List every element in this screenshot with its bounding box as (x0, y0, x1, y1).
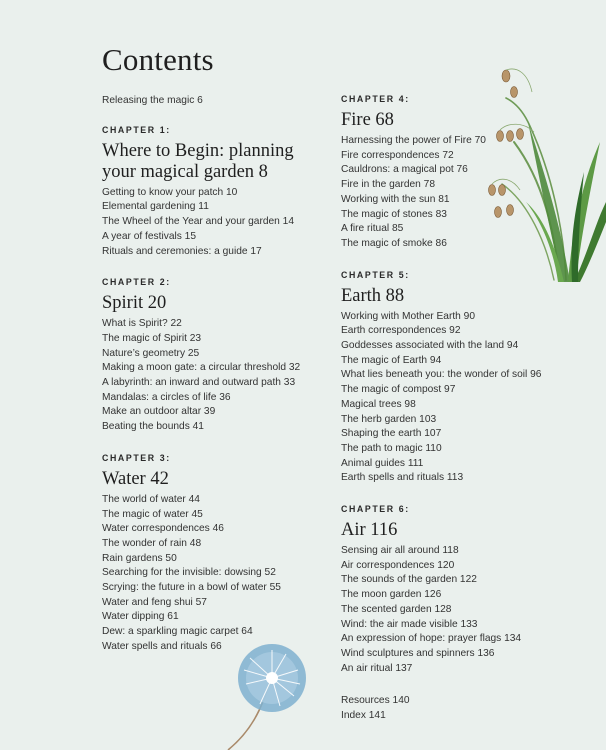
toc-entry: Scrying: the future in a bowl of water 55 (102, 582, 281, 594)
toc-entry: Wind: the air made visible 133 (341, 618, 478, 630)
toc-entry: Beating the bounds 41 (102, 421, 204, 433)
chapter-4-title: Fire 68 (341, 110, 394, 130)
chapter-1-title: Where to Begin: planning your magical garden 8 (102, 140, 294, 182)
chapter-5-entries (341, 310, 571, 486)
toc-entry: Water dipping 61 (102, 611, 179, 623)
toc-entry: Getting to know your patch 10 (102, 186, 238, 198)
toc-entry: Cauldrons: a magical pot 76 (341, 164, 468, 176)
toc-entry: Rain gardens 50 (102, 552, 177, 564)
chapter-1-label: CHAPTER 1: (102, 124, 171, 135)
toc-entry: The magic of smoke 86 (341, 237, 447, 249)
toc-entry: Mandalas: a circles of life 36 (102, 391, 231, 403)
toc-entry: An expression of hope: prayer flags 134 (341, 633, 522, 645)
index-entry: Index 141 (341, 710, 386, 722)
toc-entry: Working with the sun 81 (341, 193, 450, 205)
intro-entry: Releasing the magic 6 (102, 95, 203, 106)
toc-entry: The scented garden 128 (341, 603, 452, 615)
toc-entry: Air correspondences 120 (341, 559, 455, 571)
chapter-3-title: Water 42 (102, 468, 169, 489)
toc-entry: Rituals and ceremonies: a guide 17 (102, 245, 262, 257)
chapter-1-entries (102, 186, 330, 260)
chapter-6-entries (341, 544, 571, 676)
snake-head-fritillary-icon (488, 62, 606, 284)
toc-entry: An air ritual 137 (341, 662, 413, 674)
toc-entry: The magic of Spirit 23 (102, 332, 202, 344)
resources-entry: Resources 140 (341, 695, 410, 707)
chapter-2-label: CHAPTER 2: (102, 277, 171, 288)
chapter-5-title: Earth 88 (341, 285, 405, 306)
toc-entry: The sounds of the garden 122 (341, 574, 477, 586)
toc-entry: The wonder of rain 48 (102, 537, 202, 549)
toc-entry: Working with Mother Earth 90 (341, 310, 476, 322)
toc-entry: The world of water 44 (102, 493, 200, 505)
toc-entry: The Wheel of the Year and your garden 14 (102, 216, 294, 228)
toc-entry: Shaping the earth 107 (341, 428, 442, 440)
toc-entry: Elemental gardening 11 (102, 201, 209, 213)
toc-entry: Fire in the garden 78 (341, 179, 436, 191)
chapter-2-entries (102, 317, 330, 435)
toc-entry: The magic of stones 83 (341, 208, 447, 220)
toc-entry: What is Spirit? 22 (102, 318, 182, 330)
toc-entry: Dew: a sparkling magic carpet 64 (102, 626, 253, 638)
dandelion-seedhead-icon (220, 640, 320, 750)
chapter-6-label: CHAPTER 6: (341, 504, 410, 515)
toc-entry: The moon garden 126 (341, 589, 442, 601)
toc-entry: Animal guides 111 (341, 457, 424, 469)
chapter-5-label: CHAPTER 5: (341, 269, 410, 280)
toc-entry: What lies beneath you: the wonder of soil 96 (341, 369, 542, 381)
toc-entry: Water spells and rituals 66 (102, 640, 222, 652)
chapter-2-title: Spirit 20 (102, 293, 167, 314)
toc-entry: Nature’s geometry 25 (102, 347, 200, 359)
toc-entry: A fire ritual 85 (341, 223, 404, 235)
toc-entry: Goddesses associated with the land 94 (341, 340, 519, 352)
toc-entry: Harnessing the power of Fire 70 (341, 135, 486, 146)
toc-entry: The herb garden 103 (341, 413, 437, 425)
chapter-3-label: CHAPTER 3: (102, 452, 171, 463)
left-column (102, 94, 330, 655)
toc-entry: Make an outdoor altar 39 (102, 406, 216, 418)
toc-entry: The magic of water 45 (102, 508, 203, 520)
chapter-4-label: CHAPTER 4: (341, 94, 410, 104)
toc-entry: Water correspondences 46 (102, 523, 224, 535)
toc-entry: Wind sculptures and spinners 136 (341, 647, 495, 659)
chapter-6-title: Air 116 (341, 520, 398, 541)
toc-entry: Earth spells and rituals 113 (341, 472, 464, 484)
toc-entry: Earth correspondences 92 (341, 325, 461, 337)
page-title: Contents (102, 42, 214, 77)
toc-entry: The magic of Earth 94 (341, 354, 442, 366)
toc-entry: Searching for the invisible: dowsing 52 (102, 567, 276, 579)
toc-entry: A labyrinth: an inward and outward path 33 (102, 377, 296, 389)
toc-entry: Fire correspondences 72 (341, 149, 454, 161)
toc-entry: Sensing air all around 118 (341, 545, 459, 557)
chapter-3-entries (102, 493, 330, 655)
toc-entry: The magic of compost 97 (341, 384, 456, 396)
toc-entry: Magical trees 98 (341, 398, 416, 410)
toc-entry: Making a moon gate: a circular threshold 32 (102, 362, 301, 374)
toc-entry: A year of festivals 15 (102, 230, 196, 242)
toc-entry: Water and feng shui 57 (102, 596, 207, 608)
toc-entry: The path to magic 110 (341, 442, 442, 454)
